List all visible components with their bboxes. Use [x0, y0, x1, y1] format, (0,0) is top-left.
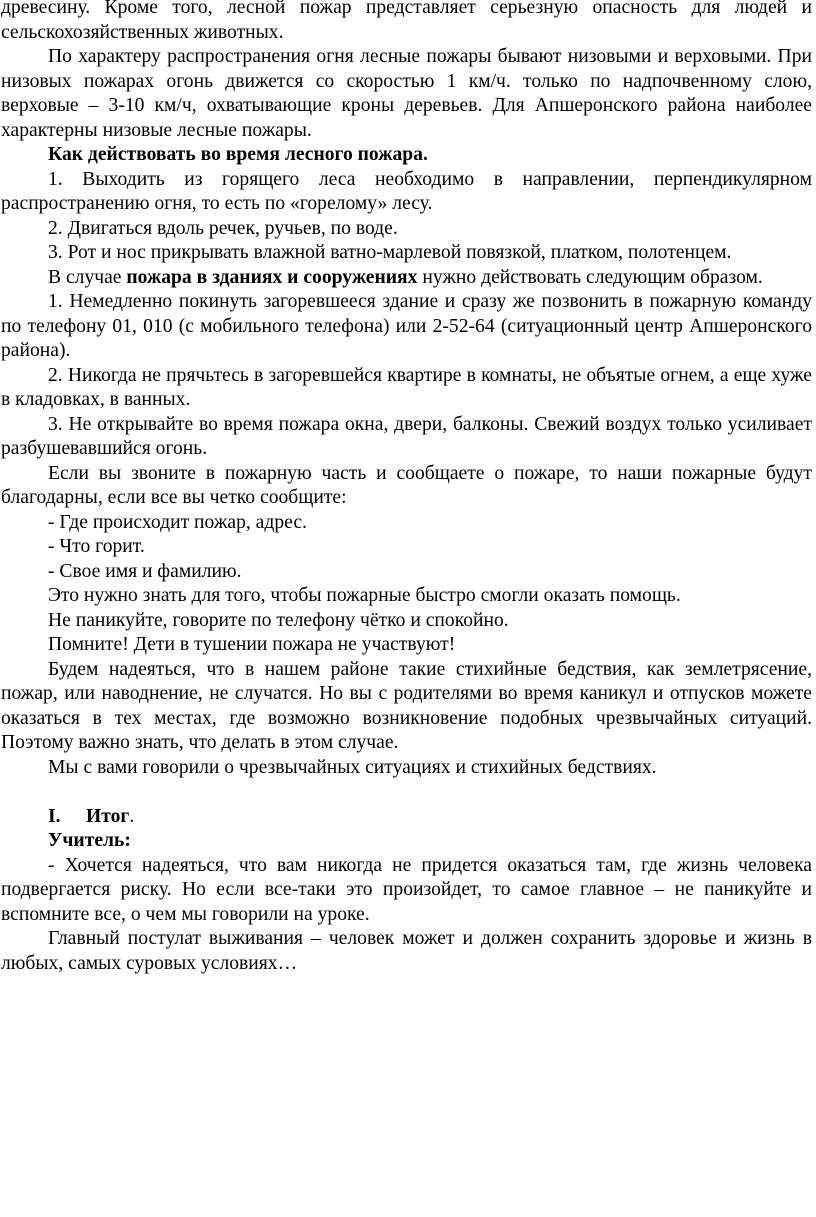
list-item-building-1: 1. Немедленно покинуть загоревшееся здание и сразу же позвонить в пожарную команду по телефону 01, 010 (с мобильного телефона) или 2-52-64 (ситуационный центр Апшеронского района).	[1, 291, 812, 361]
list-item-building-2: 2. Никогда не прячьтесь в загоревшейся квартире в комнаты, не объятые огнем, а еще хуже в кладовках, в ванных.	[1, 364, 812, 410]
list-item-forest-2: 2. Двигаться вдоль речек, ручьев, по воде.	[48, 217, 398, 239]
paragraph-dont-panic: Не паникуйте, говорите по телефону чётко и спокойно.	[48, 609, 509, 631]
building-intro-pre: В случае	[48, 266, 127, 288]
paragraph-why-know: Это нужно знать для того, чтобы пожарные быстро смогли оказать помощь.	[48, 585, 681, 606]
paragraph-teacher-speech: - Хочется надеяться, что вам никогда не придется оказаться там, где жизнь человека подвергается риску. Но если все-таки это произойдет, то самое главное – не паникуйте и вспомните все, о чем мы говорили на уроке.	[1, 854, 812, 925]
section-title: Итог	[86, 805, 130, 827]
building-intro-bold: пожара в зданиях и сооружениях	[126, 266, 418, 288]
list-item-report-address: - Где происходит пожар, адрес.	[48, 511, 307, 533]
section-number: I.	[48, 805, 61, 827]
section-title-dot: .	[129, 805, 135, 827]
list-item-forest-3: 3. Рот и нос прикрывать влажной ватно-марлевой повязкой, платком, полотенцем.	[48, 242, 732, 263]
list-item-building-3: 3. Не открывайте во время пожара окна, двери, балконы. Свежий воздух только усиливает разбушевавшийся огонь.	[1, 413, 812, 459]
list-item-report-name: - Свое имя и фамилию.	[48, 560, 242, 582]
paragraph-calling-fire-dept: Если вы звоните в пожарную часть и сообщаете о пожаре, то наши пожарные будут благодарны, если все вы четко сообщите:	[1, 462, 812, 508]
speaker-label: Учитель:	[48, 830, 131, 851]
paragraph-hope: Будем надеяться, что в нашем районе такие стихийные бедствия, как землетрясение, пожар, или наводнение, не случатся. Но вы с родителями во время каникул и отпусков можете оказаться в тех местах, где возможно возникновение подобных чрезвычайных ситуаций. Поэтому важно знать, что делать в этом случае.	[1, 658, 812, 753]
list-item-forest-1: 1. Выходить из горящего леса необходимо в направлении, перпендикулярном распространению огня, то есть по «горелому» лесу.	[1, 168, 812, 214]
document-body	[1, 0, 812, 976]
paragraph-fire-types: По характеру распространения огня лесные пожары бывают низовыми и верховыми. При низовых пожарах огонь движется со скоростью 1 км/ч. только по надпочвенному слою, верховые – 3-10 км/ч, охватывающие кроны деревьев. Для Апшеронского района наиболее характерны низовые лесные пожары.	[1, 46, 812, 141]
heading-forest-fire-actions: Как действовать во время лесного пожара.	[48, 144, 428, 165]
building-intro-post: нужно действовать следующим образом.	[417, 266, 763, 288]
paragraph-remember: Помните! Дети в тушении пожара не участвуют!	[48, 634, 456, 655]
paragraph-summary: Мы с вами говорили о чрезвычайных ситуациях и стихийных бедствиях.	[48, 756, 657, 778]
list-item-report-what: - Что горит.	[48, 536, 145, 557]
paragraph-closing: Главный постулат выживания – человек может и должен сохранить здоровье и жизнь в любых, самых суровых условиях…	[1, 928, 812, 974]
section-heading	[1, 805, 812, 830]
paragraph-building-fire-intro	[1, 266, 812, 291]
blank-line	[1, 780, 812, 805]
paragraph-continuation: древесину. Кроме того, лесной пожар представляет серьезную опасность для людей и сельскохозяйственных животных.	[1, 0, 812, 43]
